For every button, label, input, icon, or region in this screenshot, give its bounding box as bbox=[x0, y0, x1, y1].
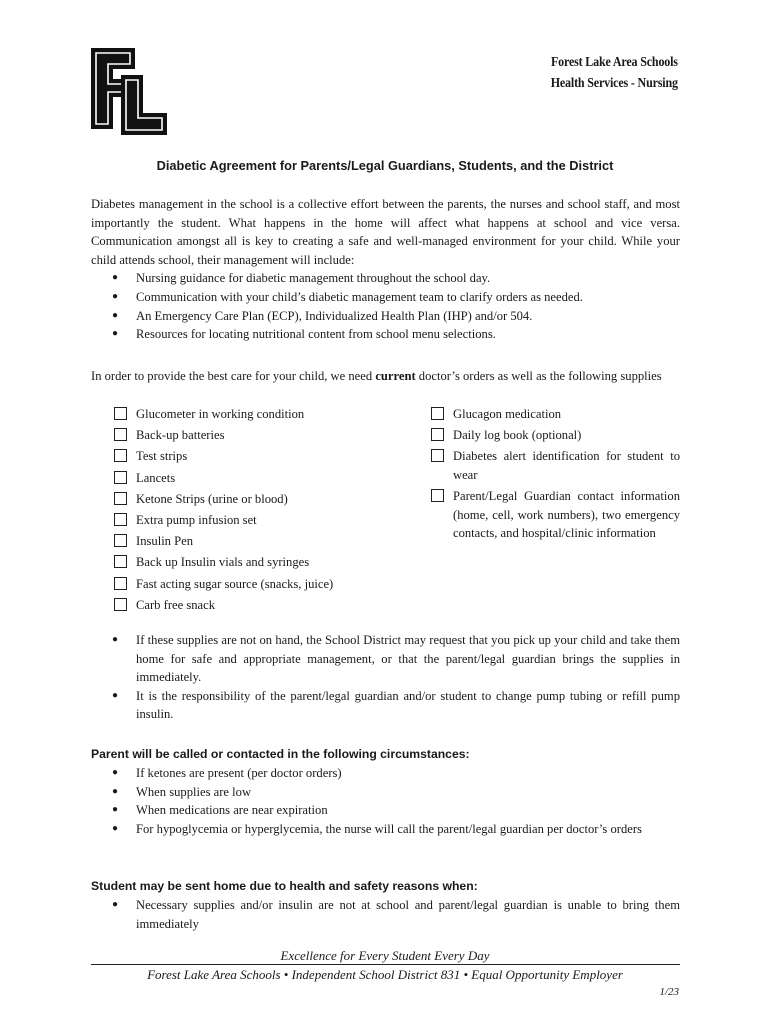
bullet-icon: ● bbox=[112, 899, 119, 910]
checkbox[interactable] bbox=[114, 449, 127, 462]
contact-list bbox=[91, 764, 680, 838]
supplies-intro: In order to provide the best care for your child, we need current doctor’s orders as well as the following supplies bbox=[91, 369, 662, 383]
fl-letters-logo bbox=[88, 46, 170, 136]
checkbox[interactable] bbox=[114, 534, 127, 547]
bullet-icon: ● bbox=[112, 689, 119, 701]
sent-home-heading: Student may be sent home due to health and safety reasons when: bbox=[91, 879, 478, 893]
checklist-item: Lancets bbox=[114, 469, 333, 490]
footer-motto: Excellence for Every Student Every Day bbox=[280, 948, 490, 963]
page-number: 1/23 bbox=[659, 986, 679, 998]
list-item: ● For hypoglycemia or hyperglycemia, the nurse will call the parent/legal guardian per doctor’s orders bbox=[91, 820, 680, 839]
management-list bbox=[91, 269, 680, 343]
checkbox[interactable] bbox=[114, 513, 127, 526]
list-item: ● Communication with your child’s diabetic management team to clarify orders as needed. bbox=[91, 288, 680, 307]
checkbox[interactable] bbox=[431, 428, 444, 441]
checklist-item: Glucagon medication bbox=[431, 405, 680, 424]
list-item: ● If these supplies are not on hand, the School District may request that you pick up your child and take them home for safe and appropriate management, or that the parent/legal guardian brings the supplies in immediately. bbox=[112, 633, 680, 685]
checkbox[interactable] bbox=[114, 598, 127, 611]
bullet-icon: ● bbox=[112, 804, 119, 816]
checkbox[interactable] bbox=[114, 555, 127, 568]
checklist-item: Daily log book (optional) bbox=[431, 426, 680, 445]
list-item: ● Necessary supplies and/or insulin are not at school and parent/legal guardian is unable to bring them immediately bbox=[112, 898, 680, 931]
sent-home-list bbox=[91, 896, 680, 933]
checklist-item: Back-up batteries bbox=[114, 426, 333, 447]
checklist-item: Glucometer in working condition bbox=[114, 405, 333, 426]
intro-section bbox=[91, 195, 680, 344]
bullet-icon: ● bbox=[112, 290, 119, 302]
checklist-item: Test strips bbox=[114, 447, 333, 468]
checklist-item: Parent/Legal Guardian contact information (home, cell, work numbers), two emergency contacts, and hospital/clinic information bbox=[431, 487, 680, 543]
bullet-icon: ● bbox=[112, 785, 119, 797]
checkbox[interactable] bbox=[431, 407, 444, 420]
list-item: ● When supplies are low bbox=[91, 783, 680, 802]
list-item: ● When medications are near expiration bbox=[91, 801, 680, 820]
document-title: Diabetic Agreement for Parents/Legal Guardians, Students, and the District bbox=[156, 158, 614, 173]
bullet-icon: ● bbox=[112, 309, 119, 321]
bullet-icon: ● bbox=[112, 822, 119, 834]
checkbox[interactable] bbox=[114, 471, 127, 484]
current-emphasis: current bbox=[375, 369, 416, 383]
checkbox[interactable] bbox=[431, 449, 444, 462]
list-item: ● It is the responsibility of the parent/legal guardian and/or student to change pump tubing or refill pump insulin. bbox=[112, 688, 680, 722]
checklist-item: Ketone Strips (urine or blood) bbox=[114, 490, 333, 511]
checkbox[interactable] bbox=[114, 428, 127, 441]
bullet-icon: ● bbox=[112, 272, 119, 284]
supply-notes bbox=[91, 631, 680, 724]
checkbox[interactable] bbox=[114, 407, 127, 420]
organization-header bbox=[551, 52, 678, 94]
supplies-checklist-right bbox=[431, 405, 680, 546]
checklist-item: Extra pump infusion set bbox=[114, 511, 333, 532]
bullet-icon: ● bbox=[112, 328, 119, 340]
list-item: ● If ketones are present (per doctor orders) bbox=[91, 764, 680, 783]
supplies-checklist-left bbox=[114, 405, 333, 617]
list-item: ● Nursing guidance for diabetic management throughout the school day. bbox=[91, 269, 680, 288]
checklist-item: Fast acting sugar source (snacks, juice) bbox=[114, 575, 333, 596]
checkbox[interactable] bbox=[431, 489, 444, 502]
checklist-item: Diabetes alert identification for student to wear bbox=[431, 447, 680, 484]
department-name: Health Services - Nursing bbox=[550, 76, 678, 91]
fl-logo-icon bbox=[88, 46, 170, 136]
list-item: ● Resources for locating nutritional content from school menu selections. bbox=[91, 325, 680, 344]
list-item: ● An Emergency Care Plan (ECP), Individualized Health Plan (IHP) and/or 504. bbox=[91, 307, 680, 326]
footer-line: Forest Lake Area Schools • Independent School District 831 • Equal Opportunity Employer bbox=[147, 967, 623, 982]
checklist-item: Carb free snack bbox=[114, 596, 333, 617]
footer-divider bbox=[91, 964, 680, 965]
contact-heading: Parent will be called or contacted in the following circumstances: bbox=[91, 747, 470, 761]
organization-name: Forest Lake Area Schools bbox=[551, 55, 678, 70]
checklist-item: Insulin Pen bbox=[114, 532, 333, 553]
intro-paragraph: Diabetes management in the school is a collective effort between the parents, the nurses and school staff, and most importantly the student. What happens in the home will affect what happens at school and vice versa. Communication amongst all is key to creating a safe and well-managed environment for your child. While your child attends school, their management will include: bbox=[91, 197, 680, 267]
bullet-icon: ● bbox=[112, 634, 119, 645]
bullet-icon: ● bbox=[112, 767, 119, 778]
checklist-item: Back up Insulin vials and syringes bbox=[114, 553, 333, 574]
checkbox[interactable] bbox=[114, 577, 127, 590]
checkbox[interactable] bbox=[114, 492, 127, 505]
